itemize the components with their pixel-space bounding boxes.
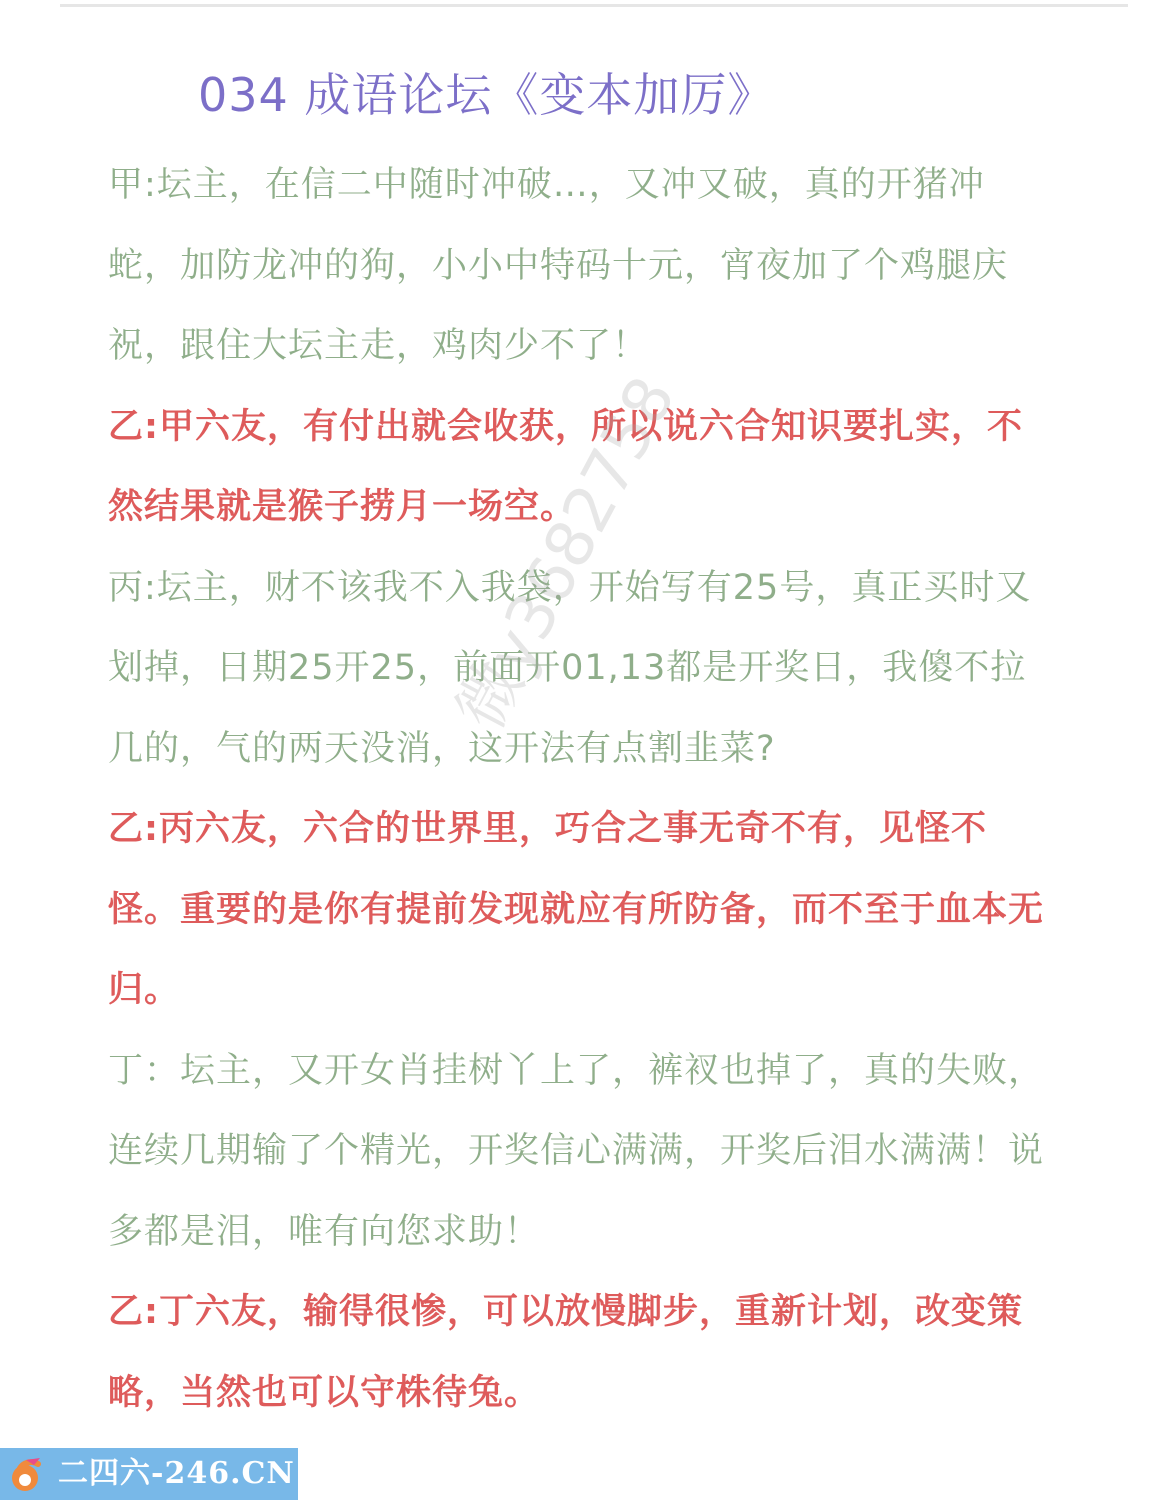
watermark-text: 微y3682758 [443,365,691,742]
top-divider [60,4,1128,7]
logo-text: 二四六-246.CN [58,1456,295,1491]
paragraph-answer-bing: 乙:丙六友，六合的世界里，巧合之事无奇不有，见怪不怪。重要的是你有提前发现就应有所防备，而不至于血本无归。 [108,809,1045,1010]
paragraph-answer-jia: 乙:甲六友，有付出就会收获，所以说六合知识要扎实，不然结果就是猴子捞月一场空。 [108,406,1023,527]
paragraph-question-jia: 甲:坛主，在信二中随时冲破…，又冲又破，真的开猪冲蛇，加防龙冲的狗，小小中特码十元，宵夜加了个鸡腿庆祝，跟住大坛主走，鸡肉少不了！ [108,165,1009,366]
paragraph-answer-ding: 乙:丁六友，输得很惨，可以放慢脚步，重新计划，改变策略，当然也可以守株待兔。 [108,1292,1023,1413]
paragraph-question-ding: 丁：坛主，又开女肖挂树丫上了，裤衩也掉了，真的失败，连续几期输了个精光，开奖信心满满，开奖后泪水满满！说多都是泪，唯有向您求助！ [108,1050,1045,1252]
dialogue-content [108,145,1048,1433]
site-logo[interactable] [0,1448,298,1500]
logo-six-icon [6,1456,44,1494]
paragraph-question-bing: 丙:坛主，财不该我不入我袋，开始写有25号，真正买时又划掉，日期25开25，前面开01,13都是开奖日，我傻不拉几的，气的两天没消，这开法有点割韭菜? [108,567,1032,769]
page-title: 034 成语论坛《变本加厉》 [198,68,775,122]
